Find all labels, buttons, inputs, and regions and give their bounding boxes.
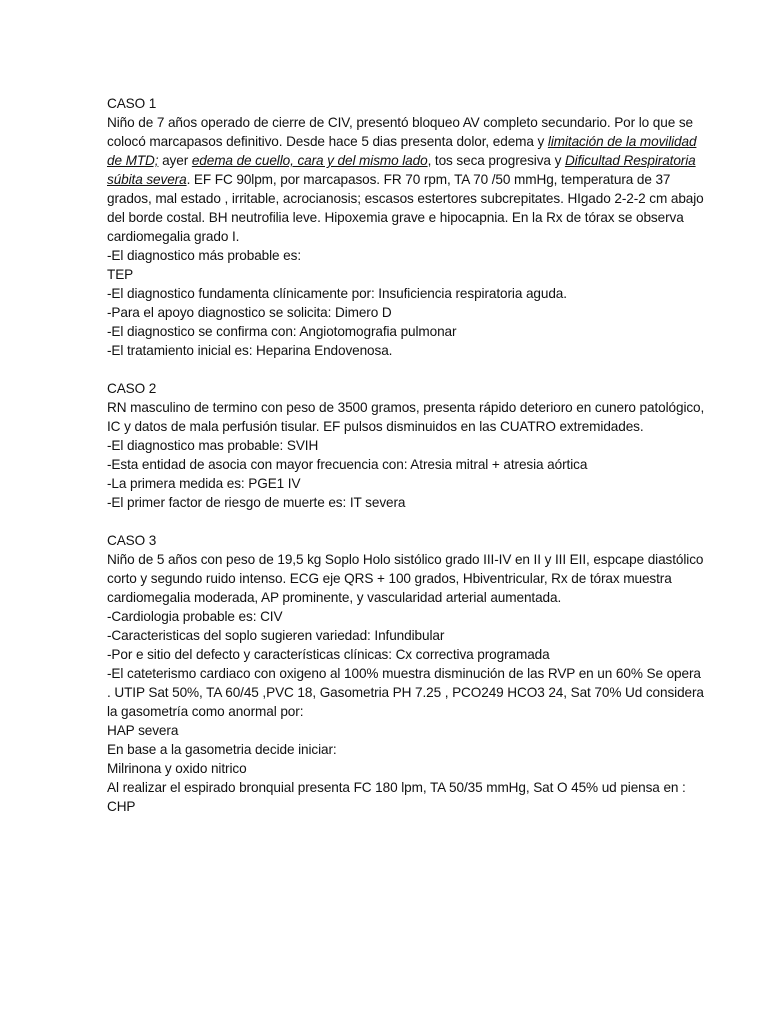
case-1-text-b: ayer: [158, 153, 192, 168]
case-2-line: -La primera medida es: PGE1 IV: [107, 476, 301, 491]
case-2-line: -Esta entidad de asocia con mayor frecuencia con: Atresia mitral + atresia aórtica: [107, 457, 588, 472]
case-3-title: CASO 3: [107, 533, 157, 548]
case-1-line: -El diagnostico más probable es:: [107, 248, 302, 263]
case-1-description: [107, 113, 708, 246]
case-2: [107, 379, 708, 512]
case-2-description: RN masculino de termino con peso de 3500 gramos, presenta rápido deterioro en cunero patológico, IC y datos de mala perfusión tisular. EF pulsos disminuidos en las CUATRO extremidades.: [107, 400, 705, 434]
case-3-line: -Caracteristicas del soplo sugieren variedad: Infundibular: [107, 628, 445, 643]
case-2-line: -El primer factor de riesgo de muerte es: IT severa: [107, 495, 406, 510]
case-2-line: -El diagnostico mas probable: SVIH: [107, 438, 319, 453]
case-1-underline-edema: edema de cuello, cara y del mismo lado: [191, 153, 428, 168]
case-1-underline-mobility: limitación de la movilidad de MTD;: [107, 134, 697, 168]
case-1-text-a: Niño de 7 años operado de cierre de CIV, presentó bloqueo AV completo secundario. Por lo que se colocó marcapasos definitivo. Desde hace 5 dias presenta dolor, edema y: [107, 115, 693, 149]
case-3: [107, 531, 708, 816]
case-1-line: -El tratamiento inicial es: Heparina Endovenosa.: [107, 343, 393, 358]
case-1-line: TEP: [107, 267, 134, 282]
case-1-line: -Para el apoyo diagnostico se solicita: Dimero D: [107, 305, 392, 320]
case-2-title: CASO 2: [107, 381, 157, 396]
case-1-title: CASO 1: [107, 96, 157, 111]
case-1-underline-dyspnea: Dificultad Respiratoria súbita severa: [107, 153, 696, 187]
case-1-line: -El diagnostico se confirma con: Angiotomografia pulmonar: [107, 324, 457, 339]
case-3-description: Niño de 5 años con peso de 19,5 kg Soplo Holo sistólico grado III-IV en II y III EII, espcape diastólico corto y segundo ruido intenso. ECG eje QRS + 100 grados, Hbiventricular, Rx de tórax muestra cardiomegalia moderada, AP prominente, y vascularidad arterial aumentada.: [107, 552, 704, 605]
case-3-line: Al realizar el espirado bronquial presenta FC 180 lpm, TA 50/35 mmHg, Sat O 45% ud piensa en : CHP: [107, 780, 686, 814]
case-3-line: -El cateterismo cardiaco con oxigeno al 100% muestra disminución de las RVP en un 60% Se opera . UTIP Sat 50%, TA 60/45 ,PVC 18, Gasometria PH 7.25 , PCO249 HCO3 24, Sat 70% Ud considera la gasometría como anormal por:: [107, 666, 704, 719]
case-1-line: -El diagnostico fundamenta clínicamente por: Insuficiencia respiratoria aguda.: [107, 286, 567, 301]
case-1-text-c: , tos seca progresiva y: [427, 153, 565, 168]
case-3-line: -Cardiologia probable es: CIV: [107, 609, 283, 624]
case-3-line: HAP severa: [107, 723, 179, 738]
case-3-line: -Por e sitio del defecto y características clínicas: Cx correctiva programada: [107, 647, 550, 662]
case-3-line: Milrinona y oxido nitrico: [107, 761, 247, 776]
case-1: [107, 94, 708, 360]
case-3-line: En base a la gasometria decide iniciar:: [107, 742, 337, 757]
case-1-text-d: . EF FC 90lpm, por marcapasos. FR 70 rpm, TA 70 /50 mmHg, temperatura de 37 grados, mal estado , irritable, acrocianosis; escasos estertores subcrepitates. HIgado 2-2-2 cm abajo del borde costal. BH neutrofilia leve. Hipoxemia grave e hipocapnia. En la Rx de tórax se observa cardiomegalia grado I.: [107, 172, 704, 244]
